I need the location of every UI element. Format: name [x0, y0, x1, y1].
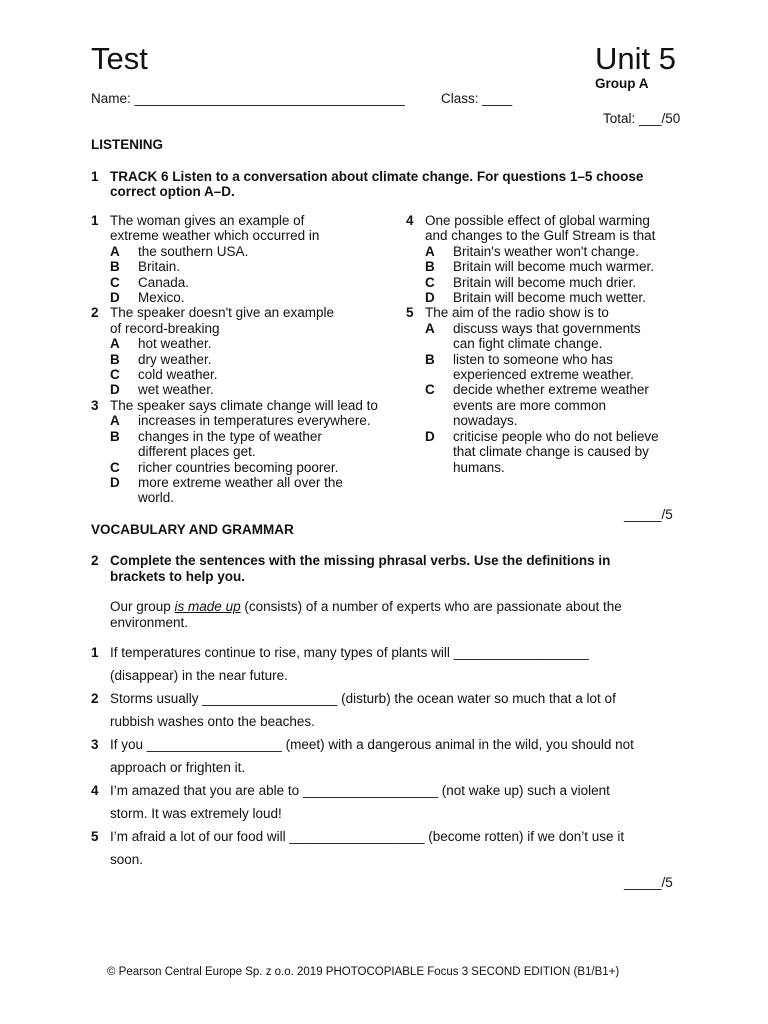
example-sentence-line2: environment.	[110, 615, 189, 630]
question-text: The woman gives an example of	[110, 213, 305, 228]
question-number: 1	[91, 213, 99, 228]
spacer	[91, 367, 110, 382]
answer-option[interactable]	[406, 275, 706, 290]
option-text: criticise people who do not believe	[453, 428, 659, 444]
option-letter: C	[110, 367, 120, 383]
option-letter: D	[425, 428, 435, 444]
answer-option[interactable]	[91, 460, 391, 475]
task-2-instruction: brackets to help you.	[110, 569, 246, 584]
option-letter: B	[425, 259, 435, 275]
option-text: nowadays.	[453, 413, 518, 429]
spacer	[425, 398, 453, 413]
gap-fill-sentence	[91, 664, 691, 687]
option-letter: D	[110, 290, 120, 306]
answer-option[interactable]	[406, 352, 706, 367]
option-text: Mexico.	[138, 290, 185, 306]
answer-option[interactable]	[91, 244, 391, 259]
name-field[interactable]: Name: ____________________________________	[91, 91, 405, 106]
answer-option[interactable]	[91, 275, 391, 290]
answer-option[interactable]	[406, 321, 706, 336]
spacer	[91, 848, 110, 871]
option-text: the southern USA.	[138, 243, 249, 259]
question-stem-line	[91, 398, 391, 413]
task-1-instruction: correct option A–D.	[110, 184, 235, 199]
spacer	[91, 429, 110, 444]
answer-option[interactable]	[91, 352, 391, 367]
vocab-score: _____/5	[624, 875, 673, 890]
answer-option[interactable]	[406, 244, 706, 259]
question-text: extreme weather which occurred in	[110, 228, 320, 244]
answer-option[interactable]	[406, 398, 706, 413]
vocab-heading: VOCABULARY AND GRAMMAR	[91, 522, 294, 537]
option-letter: A	[110, 243, 120, 259]
answer-option[interactable]	[91, 259, 391, 274]
answer-option[interactable]	[406, 336, 706, 351]
option-letter: A	[110, 413, 120, 429]
spacer	[425, 336, 453, 351]
answer-option[interactable]	[406, 444, 706, 459]
spacer	[91, 352, 110, 367]
option-letter: A	[425, 320, 435, 336]
task-2-instruction: Complete the sentences with the missing phrasal verbs. Use the definitions in	[110, 553, 611, 568]
spacer	[406, 228, 425, 243]
option-text: hot weather.	[138, 336, 212, 352]
gap-fill-sentence[interactable]	[91, 779, 691, 802]
option-letter: D	[110, 382, 120, 398]
example-sentence: Our group is made up (consists) of a number of experts who are passionate about the	[110, 599, 622, 614]
option-text: discuss ways that governments	[453, 320, 641, 336]
spacer	[406, 398, 425, 413]
question-stem-line	[91, 213, 391, 228]
sentence-text: soon.	[110, 852, 144, 867]
answer-option[interactable]	[91, 367, 391, 382]
question-number: 3	[91, 397, 99, 413]
option-letter: D	[110, 474, 120, 490]
option-text: different places get.	[138, 444, 256, 460]
option-text: experienced extreme weather.	[453, 367, 634, 383]
option-letter: B	[110, 259, 120, 275]
spacer	[91, 228, 110, 243]
question-text: of record-breaking	[110, 320, 220, 336]
answer-option[interactable]	[406, 382, 706, 397]
spacer	[91, 444, 110, 459]
answer-option[interactable]	[406, 429, 706, 444]
gap-fill-sentence[interactable]	[91, 733, 691, 756]
sentence-number: 4	[91, 783, 99, 798]
spacer	[91, 382, 110, 397]
spacer	[91, 413, 110, 428]
gap-fill-sentence[interactable]	[91, 825, 691, 848]
sentence-text: (disappear) in the near future.	[110, 668, 288, 683]
question-stem-line	[91, 228, 391, 243]
question-stem-line	[91, 305, 391, 320]
spacer	[91, 259, 110, 274]
option-text: wet weather.	[138, 382, 214, 398]
answer-option[interactable]	[91, 444, 391, 459]
task-1-number: 1	[91, 169, 99, 184]
sentence-text: I’m amazed that you are able to __________________ (not wake up) such a violent	[110, 783, 610, 798]
listening-score: _____/5	[624, 507, 673, 522]
question-stem-line	[406, 228, 706, 243]
option-letter: C	[425, 274, 435, 290]
listening-column-left	[91, 213, 391, 506]
spacer	[425, 444, 453, 459]
answer-option[interactable]	[406, 367, 706, 382]
option-text: can fight climate change.	[453, 336, 603, 352]
spacer	[91, 290, 110, 305]
spacer	[91, 490, 110, 505]
question-text: The speaker doesn't give an example	[110, 305, 334, 321]
option-text: more extreme weather all over the	[138, 474, 343, 490]
sentence-text: If you __________________ (meet) with a dangerous animal in the wild, you should not	[110, 737, 634, 752]
answer-option[interactable]	[91, 413, 391, 428]
option-text: decide whether extreme weather	[453, 382, 649, 398]
answer-option[interactable]	[406, 259, 706, 274]
question-text: and changes to the Gulf Stream is that	[425, 228, 656, 244]
answer-option[interactable]	[406, 460, 706, 475]
option-letter: C	[425, 382, 435, 398]
option-text: increases in temperatures everywhere.	[138, 413, 371, 429]
spacer	[110, 490, 138, 505]
sentence-text: I’m afraid a lot of our food will __________________ (become rotten) if we don’t use it	[110, 829, 625, 844]
answer-option[interactable]	[91, 290, 391, 305]
spacer	[406, 336, 425, 351]
question-text: The speaker says climate change will lead to	[110, 397, 378, 413]
spacer	[91, 710, 110, 733]
sentence-number: 5	[91, 829, 99, 844]
group-label: Group A	[595, 76, 649, 91]
spacer	[91, 321, 110, 336]
spacer	[406, 460, 425, 475]
question-stem-line	[406, 213, 706, 228]
spacer	[425, 413, 453, 428]
option-text: events are more common	[453, 397, 607, 413]
option-text: that climate change is caused by	[453, 444, 649, 460]
spacer	[425, 367, 453, 382]
question-text: One possible effect of global warming	[425, 213, 650, 228]
question-stem-line	[406, 305, 706, 320]
gap-fill-sentence	[91, 802, 691, 825]
option-letter: D	[425, 290, 435, 306]
option-text: humans.	[453, 459, 505, 475]
gap-fill-sentence	[91, 756, 691, 779]
spacer	[406, 429, 425, 444]
sentence-text: rubbish washes onto the beaches.	[110, 714, 315, 729]
listening-column-right	[406, 213, 706, 475]
spacer	[91, 275, 110, 290]
spacer	[91, 336, 110, 351]
sentence-text: Storms usually __________________ (disturb) the ocean water so much that a lot of	[110, 691, 616, 706]
total-score: Total: ___/50	[603, 111, 681, 126]
option-letter: C	[110, 459, 120, 475]
spacer	[91, 244, 110, 259]
spacer	[91, 756, 110, 779]
option-text: Britain will become much wetter.	[453, 290, 646, 306]
answer-option[interactable]	[91, 490, 391, 505]
listening-heading: LISTENING	[91, 137, 164, 152]
sentence-number: 2	[91, 691, 99, 706]
sentence-text: approach or frighten it.	[110, 760, 246, 775]
option-text: dry weather.	[138, 351, 212, 367]
option-text: world.	[138, 490, 175, 506]
example-answer: is made up	[174, 599, 241, 614]
spacer	[91, 664, 110, 687]
spacer	[406, 290, 425, 305]
option-text: Britain.	[138, 259, 181, 275]
spacer	[406, 352, 425, 367]
gap-fill-sentence	[91, 848, 691, 871]
question-text: The aim of the radio show is to	[425, 305, 609, 321]
answer-option[interactable]	[406, 413, 706, 428]
sentence-text: If temperatures continue to rise, many types of plants will __________________	[110, 645, 589, 660]
option-text: cold weather.	[138, 367, 218, 383]
option-letter: A	[425, 243, 435, 259]
question-number: 4	[406, 213, 414, 228]
sentence-number: 1	[91, 645, 99, 660]
spacer	[91, 460, 110, 475]
task-2-number: 2	[91, 553, 99, 568]
gap-fill-sentence[interactable]	[91, 641, 691, 664]
option-text: Britain will become much drier.	[453, 274, 637, 290]
answer-option[interactable]	[91, 429, 391, 444]
spacer	[406, 259, 425, 274]
spacer	[406, 367, 425, 382]
spacer	[406, 413, 425, 428]
answer-option[interactable]	[91, 382, 391, 397]
test-title: Test	[91, 41, 148, 76]
option-text: listen to someone who has	[453, 351, 613, 367]
option-letter: B	[110, 428, 120, 444]
option-text: changes in the type of weather	[138, 428, 322, 444]
answer-option[interactable]	[406, 290, 706, 305]
option-text: Canada.	[138, 274, 190, 290]
gap-fill-list	[91, 641, 691, 871]
footer-copyright: © Pearson Central Europe Sp. z o.o. 2019 PHOTOCOPIABLE Focus 3 SECOND EDITION (B1/B1+)	[107, 966, 620, 978]
gap-fill-sentence[interactable]	[91, 687, 691, 710]
class-field[interactable]: Class: ____	[441, 91, 513, 106]
spacer	[406, 244, 425, 259]
question-number: 2	[91, 305, 99, 321]
answer-option[interactable]	[91, 336, 391, 351]
option-letter: B	[110, 351, 120, 367]
spacer	[425, 460, 453, 475]
spacer	[406, 382, 425, 397]
option-letter: B	[425, 351, 435, 367]
option-letter: C	[110, 274, 120, 290]
sentence-text: storm. It was extremely loud!	[110, 806, 282, 821]
option-letter: A	[110, 336, 120, 352]
question-stem-line	[91, 321, 391, 336]
sentence-number: 3	[91, 737, 99, 752]
spacer	[91, 475, 110, 490]
question-number: 5	[406, 305, 414, 321]
option-text: Britain will become much warmer.	[453, 259, 655, 275]
spacer	[406, 321, 425, 336]
gap-fill-sentence	[91, 710, 691, 733]
task-1-instruction: TRACK 6 Listen to a conversation about climate change. For questions 1–5 choose	[110, 169, 644, 184]
option-text: Britain's weather won't change.	[453, 243, 640, 259]
unit-title: Unit 5	[595, 41, 676, 76]
spacer	[406, 275, 425, 290]
spacer	[110, 444, 138, 459]
answer-option[interactable]	[91, 475, 391, 490]
option-text: richer countries becoming poorer.	[138, 459, 339, 475]
spacer	[406, 444, 425, 459]
spacer	[91, 802, 110, 825]
